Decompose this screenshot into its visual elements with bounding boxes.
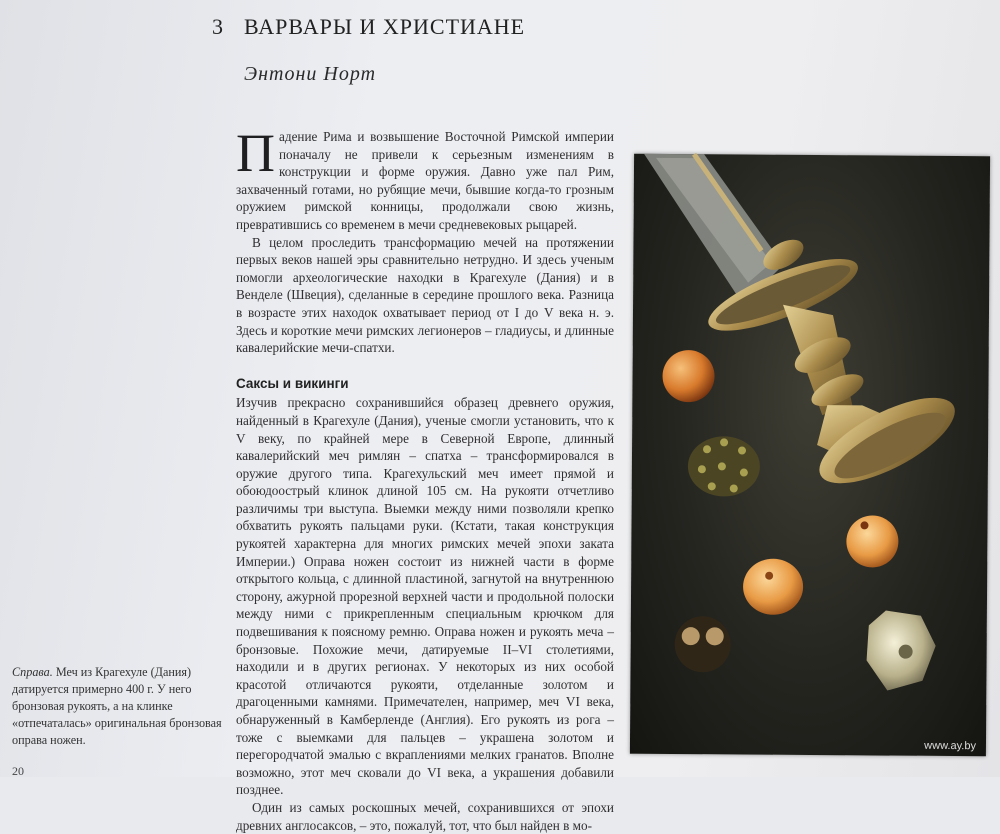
- drop-cap: П: [236, 123, 275, 183]
- paragraph-2: В целом проследить трансформацию мечей на протяжении первых веков нашей эры сравнительно нетрудно. И здесь ученым помогли археологические находки в Крагехуле (Дания) и в Венделе (Швеция), сделанные в середине прошлого века. Разница в возрасте этих находок охватывает период от I до V века н. э. Здесь и короткие мечи римских легионеров – гладиусы, и длинные кавалерийские мечи-спатхи.: [236, 234, 614, 356]
- page-number: 20: [12, 764, 24, 778]
- paragraph-3: Изучив прекрасно сохранившийся образец древнего оружия, найденный в Крагехуле (Дания), ученые смогли установить, что к V веку, по крайней мере в Северной Европе, длинный кавалерийский меч римлян – спатха – трансформировался в оружие другого типа. Крагехульский меч имеет прямой и обоюдоострый клинок длиной 105 см. На рукояти отчетливо различимы три выступа. Выемки между ними позволяли крепко обхватить рукоять пальцами руки. (Кстати, такая конструкция рукоятей характерна для многих римских мечей эпохи заката Империи.) Оправа ножен состоит из нижней части в форме открытого кольца, с длинной пластиной, загнутой на внутреннюю сторону, ажурной прорезной верхней части и продольной полоски между ними с прикрепленным специальным крючком для подвешивания к поясному ремню. Оправа ножен и рукоять меча – бронзовые. Похожие мечи, датируемые II–VI столетиями, находили и в других регионах. У некоторых из них особой красотой отличаются рукояти, отделанные золотом и драгоценными камнями. Примечателен, например, меч VI века, обнаруженный в Камберленде (Англия). Его рукоять из рога – тоже с выемками для пальцев – украшена золотом и перегородчатой эмалью с вкраплениями мелких гранатов. Вполне возможно, этот меч сковали до VI века, а украшения добавили позднее.: [236, 395, 614, 798]
- caption-lead: Справа.: [12, 665, 53, 679]
- paragraph-4: Один из самых роскошных мечей, сохранившихся от эпохи древних англосаксов, – это, пожалуй, тот, что был найден в мо-: [236, 799, 614, 833]
- caption-text: Меч из Крагехуле (Дания) датируется примерно 400 г. У него бронзовая рукоять, а на клинке «отпечаталась» оригинальная бронзовая оправа ножен.: [12, 665, 222, 747]
- chapter-title: ВАРВАРЫ И ХРИСТИАНЕ: [244, 14, 526, 39]
- bead-amber-2: [846, 515, 898, 567]
- author-name: Энтони Норт: [244, 63, 377, 85]
- photo-caption: [12, 664, 222, 749]
- paragraph-1: [236, 123, 614, 234]
- sword-photo: [630, 154, 990, 756]
- watermark: www.ay.by: [924, 739, 977, 753]
- bead-amber-3: [743, 559, 803, 615]
- bead-eye: [674, 616, 730, 672]
- chapter-number: 3: [212, 14, 223, 39]
- paragraph-1-text: адение Рима и возвышение Восточной Римской империи поначалу не привели к серьезным изменениям в конструкции и форме оружия. Давно уже пал Рим, захваченный готами, но рубящие мечи, бывшие когда-то грозным оружием римской конницы, продолжали свою жизнь, превратившись со временем в мечи средневековых рыцарей.: [236, 129, 614, 232]
- body-text: [236, 123, 614, 834]
- bead-crystal-hole: [899, 645, 913, 659]
- bead-amber-1: [662, 350, 714, 402]
- bead-eye-right: [706, 627, 724, 645]
- bead-hole-3: [765, 572, 773, 580]
- sword-illustration: [630, 154, 990, 756]
- bead-hole-2: [860, 521, 868, 529]
- bead-eye-left: [682, 627, 700, 645]
- subheading: Саксы и викинги: [236, 375, 349, 391]
